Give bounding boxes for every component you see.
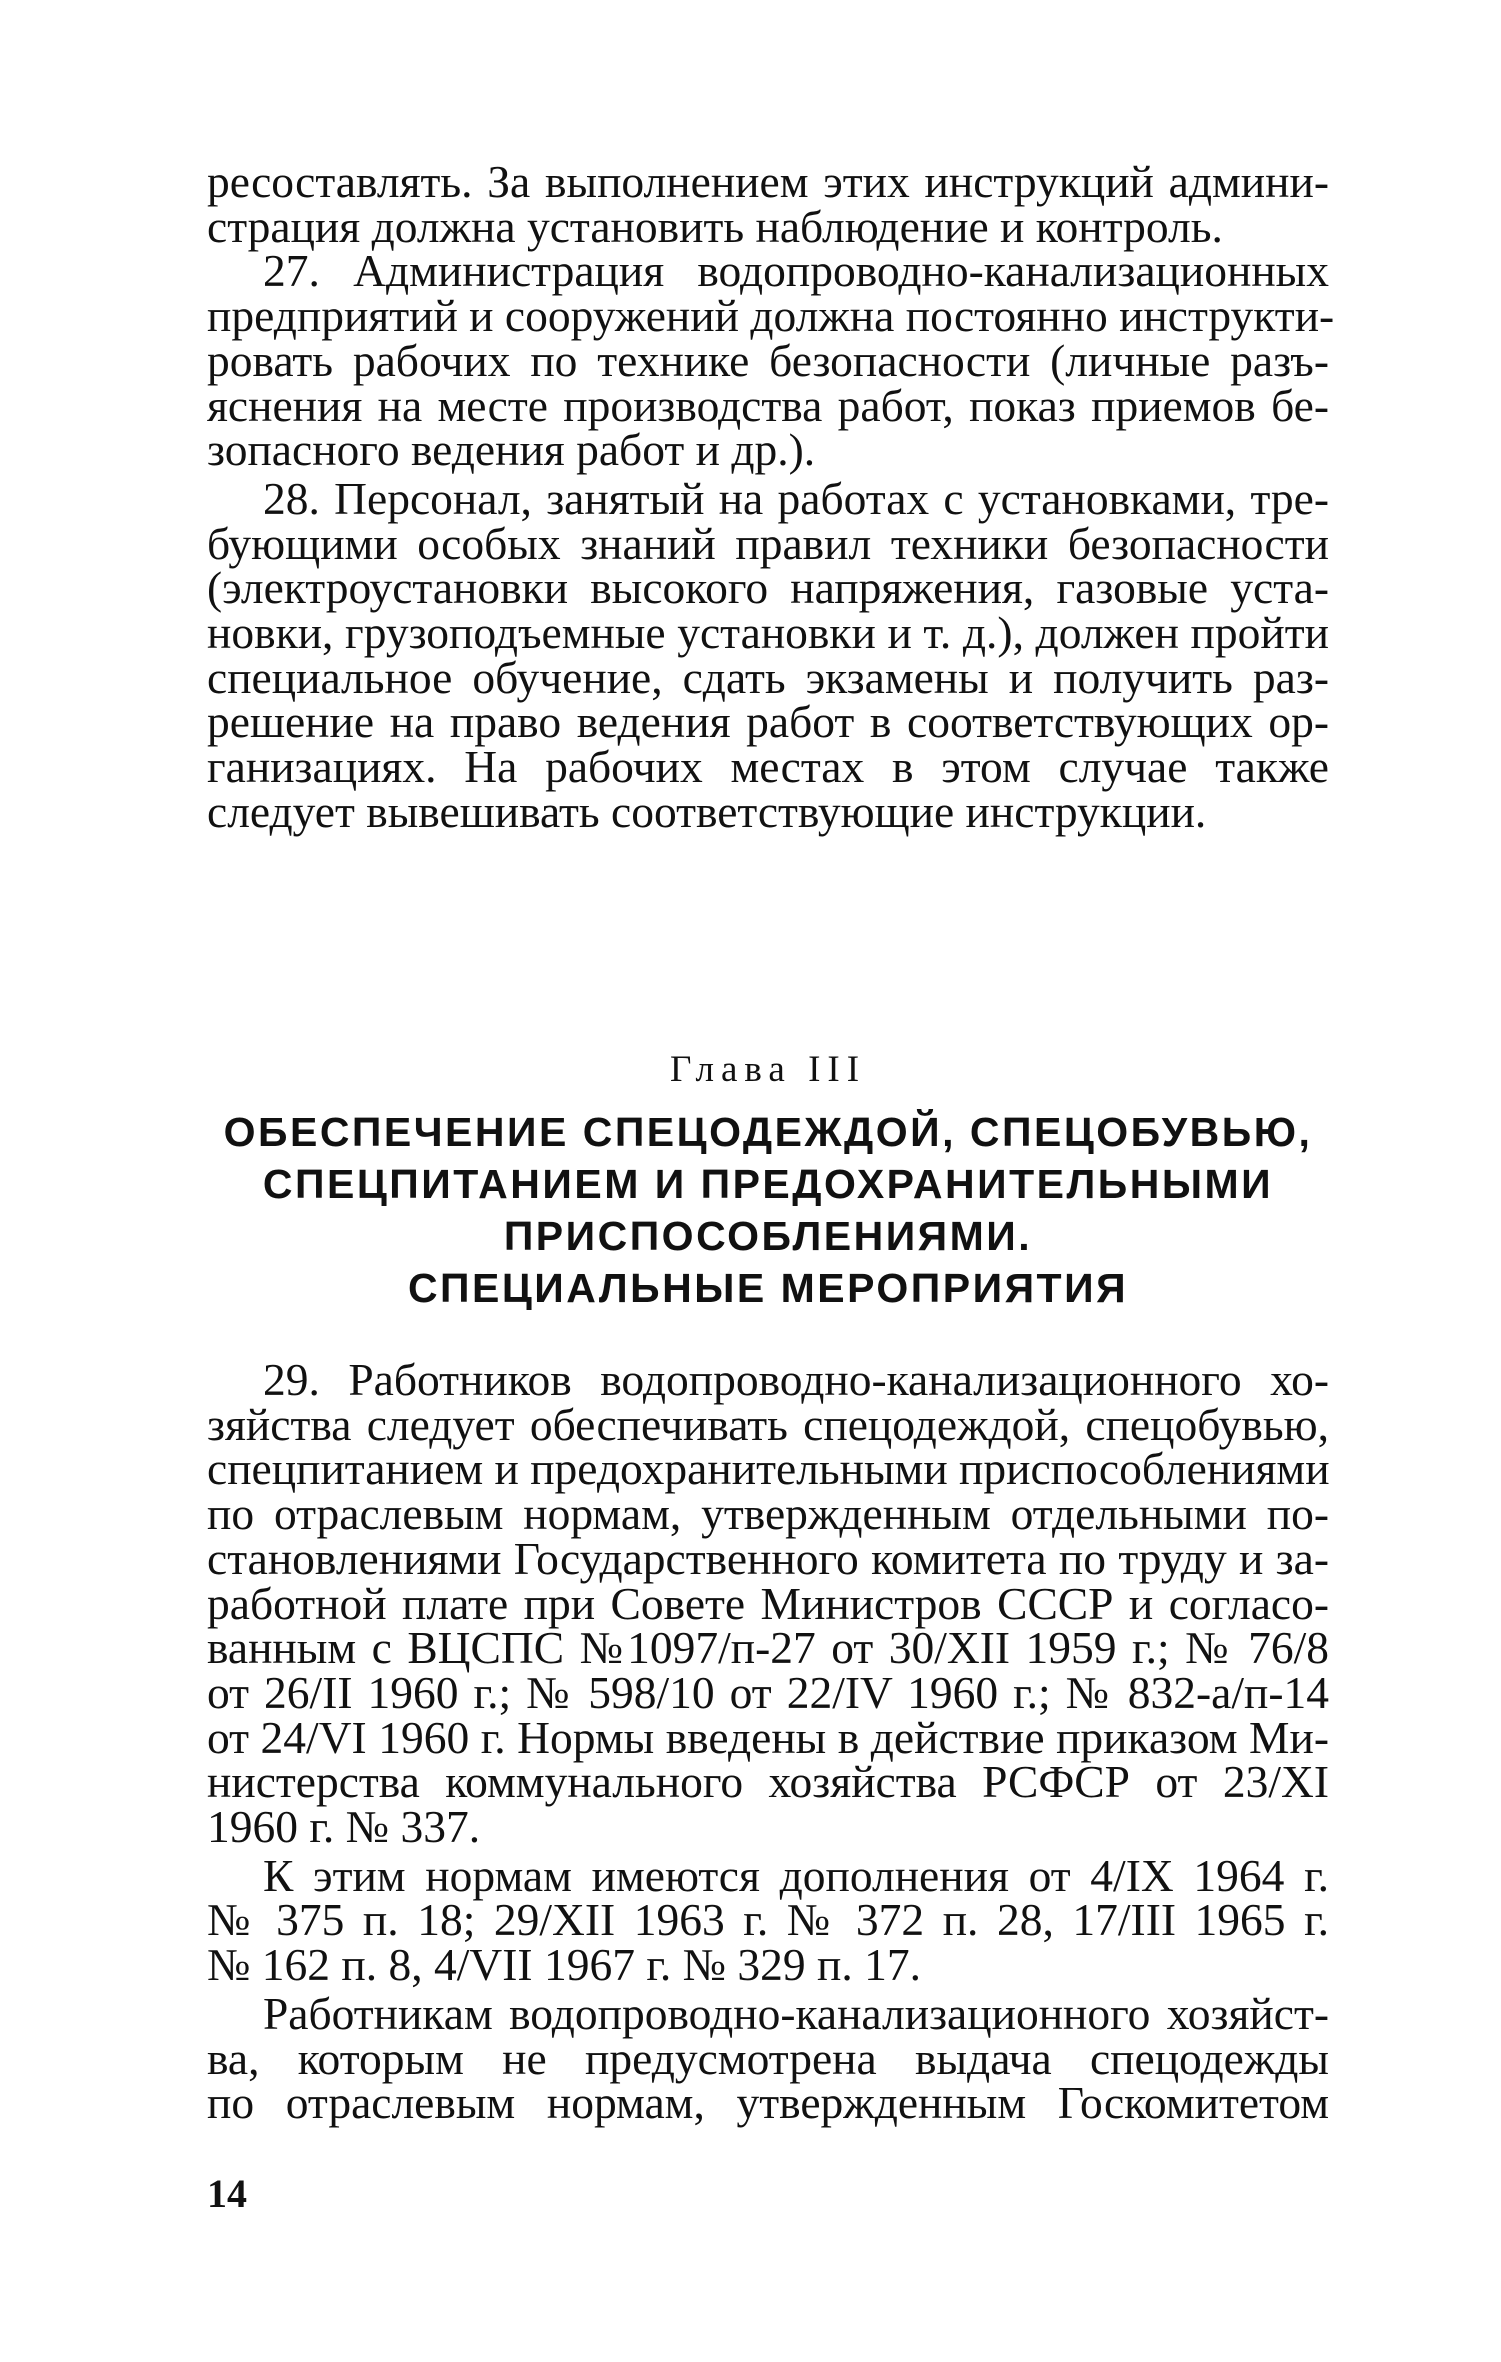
text-line: ресоставлять. За выполнением этих инструкций админи- <box>207 156 1329 207</box>
paragraph-workers <box>207 1987 1329 2129</box>
text-line: 28. Персонал, занятый на работах с установками, тре- <box>263 472 1329 524</box>
text-line: ганизациях. На рабочих местах в этом случае также <box>207 741 1329 793</box>
paragraph-29 <box>207 1354 1330 1853</box>
text-line: от 26/II 1960 г.; № 598/10 от 22/IV 1960 г.; № 832-а/п-14 <box>207 1666 1329 1718</box>
text-line: (электроустановки высокого напряжения, газовые уста- <box>207 562 1329 614</box>
chapter-title <box>207 1106 1329 1314</box>
text-line: зопасного ведения работ и др.). <box>207 424 816 476</box>
text-line: следует вывешивать соответствующие инструкции. <box>207 785 1207 837</box>
paragraph-27 <box>207 245 1335 476</box>
chapter-title-line: СПЕЦПИТАНИЕМ И ПРЕДОХРАНИТЕЛЬНЫМИ <box>262 1161 1274 1207</box>
text-line: ва, которым не предусмотрена выдача спецодежды <box>207 2032 1329 2084</box>
text-line: от 24/VI 1960 г. Нормы введены в действие приказом Ми- <box>207 1711 1329 1763</box>
text-line: К этим нормам имеются дополнения от 4/IX 1964 г. <box>263 1849 1329 1901</box>
text-line: ванным с ВЦСПС №1097/п-27 от 30/XII 1959 г.; № 76/8 <box>207 1622 1329 1674</box>
text-line: ровать рабочих по технике безопасности (личные разъ- <box>207 334 1329 386</box>
text-line: № 375 п. 18; 29/XII 1963 г. № 372 п. 28, 17/III 1965 г. <box>207 1894 1329 1946</box>
text-line: № 162 п. 8, 4/VII 1967 г. № 329 п. 17. <box>207 1939 921 1991</box>
document-page <box>207 156 1335 2216</box>
text-line: зяйства следует обеспечивать спецодеждой, спецобувью, <box>207 1398 1329 1450</box>
paragraph-continuation <box>207 156 1329 252</box>
text-line: специальное обучение, сдать экзамены и получить раз- <box>207 651 1329 703</box>
bottom-section <box>207 1354 1330 2129</box>
text-line: нистерства коммунального хозяйства РСФСР от 23/XI <box>207 1756 1329 1808</box>
chapter-label: Глава III <box>669 1049 867 1090</box>
text-line: становлениями Государственного комитета по труду и за- <box>207 1532 1329 1584</box>
text-line: 1960 г. № 337. <box>207 1801 481 1853</box>
paragraph-28 <box>207 472 1329 837</box>
top-section <box>207 156 1335 837</box>
text-line: решение на право ведения работ в соответствующих ор- <box>207 696 1329 748</box>
page-number: 14 <box>207 2171 247 2216</box>
paragraph-additions <box>207 1849 1329 1991</box>
text-line: 27. Администрация водопроводно-канализационных <box>263 245 1329 297</box>
text-line: спецпитанием и предохранительными приспособлениями <box>207 1443 1330 1495</box>
chapter-title-line: ПРИСПОСОБЛЕНИЯМИ. <box>503 1213 1033 1259</box>
text-line: бующими особых знаний правил техники безопасности <box>207 517 1329 569</box>
text-line: яснения на месте производства работ, показ приемов бе- <box>207 379 1329 431</box>
text-line: 29. Работников водопроводно-канализационного хо- <box>263 1354 1329 1405</box>
chapter-title-line: СПЕЦИАЛЬНЫЕ МЕРОПРИЯТИЯ <box>407 1265 1129 1311</box>
text-line: предприятий и сооружений должна постоянно инструкти- <box>207 290 1335 342</box>
chapter-title-line: ОБЕСПЕЧЕНИЕ СПЕЦОДЕЖДОЙ, СПЕЦОБУВЬЮ, <box>223 1109 1313 1155</box>
text-line: Работникам водопроводно-канализационного хозяйст- <box>263 1987 1329 2039</box>
text-line: новки, грузоподъемные установки и т. д.), должен пройти <box>207 607 1329 659</box>
text-line: страция должна установить наблюдение и контроль. <box>207 200 1223 252</box>
text-line: по отраслевым нормам, утвержденным Госкомитетом <box>207 2077 1329 2129</box>
text-line: работной плате при Совете Министров СССР и согласо- <box>207 1577 1329 1629</box>
text-line: по отраслевым нормам, утвержденным отдельными по- <box>207 1488 1329 1540</box>
